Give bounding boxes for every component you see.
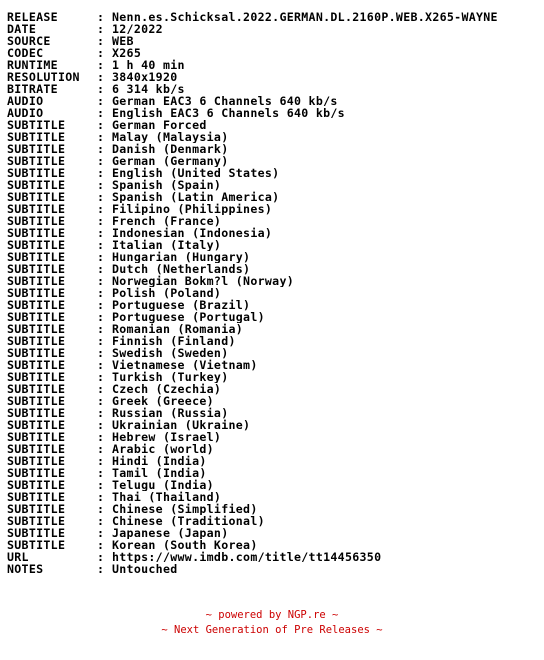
info-separator: :	[97, 106, 105, 120]
info-separator: :	[97, 466, 105, 480]
info-separator: :	[97, 418, 105, 432]
info-separator: :	[97, 226, 105, 240]
info-key: SUBTITLE	[7, 310, 66, 324]
info-row	[7, 263, 544, 275]
info-key: SUBTITLE	[7, 370, 66, 384]
info-value: Norwegian Bokm?l (Norway)	[112, 275, 295, 287]
info-value: Korean (South Korea)	[112, 539, 258, 551]
info-separator: :	[97, 34, 105, 48]
info-value: German (Germany)	[112, 155, 229, 167]
info-value: Ukrainian (Ukraine)	[112, 419, 251, 431]
info-row	[7, 359, 544, 371]
info-value: English EAC3 6 Channels 640 kb/s	[112, 107, 345, 119]
info-value: Nenn.es.Schicksal.2022.GERMAN.DL.2160P.WEB.X265-WAYNE	[112, 11, 498, 23]
info-value: 12/2022	[112, 23, 163, 35]
info-key: SUBTITLE	[7, 394, 66, 408]
info-separator: :	[97, 58, 105, 72]
info-key: SUBTITLE	[7, 286, 66, 300]
info-row	[7, 455, 544, 467]
info-row	[7, 395, 544, 407]
info-key: SUBTITLE	[7, 274, 66, 288]
info-row	[7, 335, 544, 347]
info-separator: :	[97, 190, 105, 204]
info-key: NOTES	[7, 562, 44, 575]
info-separator: :	[97, 178, 105, 192]
info-key: SUBTITLE	[7, 202, 66, 216]
info-value: Turkish (Turkey)	[112, 371, 229, 383]
info-key: SUBTITLE	[7, 142, 66, 156]
info-row	[7, 95, 544, 107]
info-key: SUBTITLE	[7, 262, 66, 276]
info-key: AUDIO	[7, 106, 44, 120]
info-row	[7, 383, 544, 395]
info-key: RUNTIME	[7, 58, 58, 72]
info-separator: :	[97, 334, 105, 348]
info-separator: :	[97, 70, 105, 84]
info-separator: :	[97, 130, 105, 144]
info-value: Finnish (Finland)	[112, 335, 236, 347]
info-key: CODEC	[7, 46, 44, 60]
info-separator: :	[97, 454, 105, 468]
info-row	[7, 47, 544, 59]
info-key: SUBTITLE	[7, 346, 66, 360]
info-key: SUBTITLE	[7, 238, 66, 252]
info-row	[7, 287, 544, 299]
info-key: SUBTITLE	[7, 166, 66, 180]
info-key: SUBTITLE	[7, 406, 66, 420]
info-row	[7, 299, 544, 311]
info-key: SUBTITLE	[7, 478, 66, 492]
info-value: Arabic (world)	[112, 443, 214, 455]
info-row	[7, 407, 544, 419]
info-key: URL	[7, 550, 29, 564]
info-key: SUBTITLE	[7, 514, 66, 528]
info-value: Greek (Greece)	[112, 395, 214, 407]
info-row	[7, 131, 544, 143]
info-row	[7, 515, 544, 527]
info-row	[7, 503, 544, 515]
info-row	[7, 539, 544, 551]
info-row	[7, 467, 544, 479]
info-value: WEB	[112, 35, 134, 47]
info-value: English (United States)	[112, 167, 280, 179]
info-key: SUBTITLE	[7, 334, 66, 348]
info-value: 1 h 40 min	[112, 59, 185, 71]
info-value: Chinese (Traditional)	[112, 515, 265, 527]
info-row	[7, 419, 544, 431]
info-separator: :	[97, 538, 105, 552]
info-value: 3840x1920	[112, 71, 178, 83]
info-value: Filipino (Philippines)	[112, 203, 273, 215]
info-value: X265	[112, 47, 142, 59]
info-row	[7, 167, 544, 179]
info-row	[7, 71, 544, 83]
info-key: SUBTITLE	[7, 130, 66, 144]
info-separator: :	[97, 550, 105, 564]
info-separator: :	[97, 274, 105, 288]
info-row	[7, 59, 544, 71]
info-separator: :	[97, 370, 105, 384]
info-value: Vietnamese (Vietnam)	[112, 359, 258, 371]
info-value[interactable]: https://www.imdb.com/title/tt14456350	[112, 551, 382, 563]
nfo-info-block	[7, 11, 544, 575]
info-key: BITRATE	[7, 82, 58, 96]
info-key: SOURCE	[7, 34, 51, 48]
info-value: Russian (Russia)	[112, 407, 229, 419]
info-value: Chinese (Simplified)	[112, 503, 258, 515]
info-separator: :	[97, 322, 105, 336]
info-row	[7, 527, 544, 539]
info-value: Portuguese (Portugal)	[112, 311, 265, 323]
info-row	[7, 371, 544, 383]
info-separator: :	[97, 406, 105, 420]
info-value: Czech (Czechia)	[112, 383, 222, 395]
info-row	[7, 191, 544, 203]
info-value: Italian (Italy)	[112, 239, 222, 251]
info-separator: :	[97, 382, 105, 396]
info-value: German Forced	[112, 119, 207, 131]
info-separator: :	[97, 166, 105, 180]
info-row	[7, 203, 544, 215]
info-key: SUBTITLE	[7, 538, 66, 552]
info-value: Polish (Poland)	[112, 287, 222, 299]
info-separator: :	[97, 46, 105, 60]
info-key: RELEASE	[7, 11, 58, 24]
info-row	[7, 551, 544, 563]
info-value: French (France)	[112, 215, 222, 227]
info-key: SUBTITLE	[7, 250, 66, 264]
info-row	[7, 23, 544, 35]
info-key: RESOLUTION	[7, 70, 80, 84]
info-separator: :	[97, 238, 105, 252]
info-separator: :	[97, 82, 105, 96]
info-row	[7, 239, 544, 251]
info-separator: :	[97, 394, 105, 408]
info-value: Thai (Thailand)	[112, 491, 222, 503]
info-value: Malay (Malaysia)	[112, 131, 229, 143]
info-key: SUBTITLE	[7, 490, 66, 504]
info-value: Spanish (Spain)	[112, 179, 222, 191]
info-separator: :	[97, 118, 105, 132]
info-row	[7, 563, 544, 575]
info-key: SUBTITLE	[7, 214, 66, 228]
info-separator: :	[97, 442, 105, 456]
info-row	[7, 155, 544, 167]
info-value: Hebrew (Israel)	[112, 431, 222, 443]
info-row	[7, 119, 544, 131]
info-separator: :	[97, 142, 105, 156]
info-value: Tamil (India)	[112, 467, 207, 479]
info-value: Japanese (Japan)	[112, 527, 229, 539]
info-separator: :	[97, 11, 105, 24]
info-row	[7, 251, 544, 263]
info-separator: :	[97, 526, 105, 540]
info-value: 6 314 kb/s	[112, 83, 185, 95]
info-row	[7, 35, 544, 47]
info-key: AUDIO	[7, 94, 44, 108]
info-row	[7, 83, 544, 95]
info-separator: :	[97, 490, 105, 504]
info-key: SUBTITLE	[7, 322, 66, 336]
info-key: SUBTITLE	[7, 382, 66, 396]
info-separator: :	[97, 430, 105, 444]
info-row	[7, 275, 544, 287]
info-key: SUBTITLE	[7, 466, 66, 480]
info-value: Spanish (Latin America)	[112, 191, 280, 203]
info-row	[7, 215, 544, 227]
info-key: SUBTITLE	[7, 454, 66, 468]
footer-tagline: ~ Next Generation of Pre Releases ~	[161, 624, 383, 636]
info-key: SUBTITLE	[7, 358, 66, 372]
info-row	[7, 107, 544, 119]
info-separator: :	[97, 478, 105, 492]
info-value: Danish (Denmark)	[112, 143, 229, 155]
info-separator: :	[97, 22, 105, 36]
info-separator: :	[97, 358, 105, 372]
info-separator: :	[97, 562, 105, 575]
info-key: SUBTITLE	[7, 442, 66, 456]
info-value: Untouched	[112, 563, 178, 575]
info-row	[7, 443, 544, 455]
info-key: SUBTITLE	[7, 502, 66, 516]
info-separator: :	[97, 154, 105, 168]
info-key: DATE	[7, 22, 37, 36]
footer-powered-by: ~ powered by NGP.re ~	[205, 609, 339, 621]
info-separator: :	[97, 502, 105, 516]
info-row	[7, 143, 544, 155]
info-key: SUBTITLE	[7, 418, 66, 432]
info-key: SUBTITLE	[7, 526, 66, 540]
info-value: Hindi (India)	[112, 455, 207, 467]
info-separator: :	[97, 286, 105, 300]
info-row	[7, 491, 544, 503]
info-key: SUBTITLE	[7, 178, 66, 192]
info-row	[7, 347, 544, 359]
info-row	[7, 227, 544, 239]
info-key: SUBTITLE	[7, 298, 66, 312]
info-row	[7, 479, 544, 491]
info-value: German EAC3 6 Channels 640 kb/s	[112, 95, 338, 107]
info-separator: :	[97, 514, 105, 528]
info-key: SUBTITLE	[7, 226, 66, 240]
info-separator: :	[97, 346, 105, 360]
info-separator: :	[97, 298, 105, 312]
info-row	[7, 311, 544, 323]
info-row	[7, 11, 544, 23]
info-value: Hungarian (Hungary)	[112, 251, 251, 263]
info-key: SUBTITLE	[7, 190, 66, 204]
info-separator: :	[97, 262, 105, 276]
info-row	[7, 323, 544, 335]
info-key: SUBTITLE	[7, 430, 66, 444]
info-row	[7, 431, 544, 443]
info-separator: :	[97, 214, 105, 228]
info-separator: :	[97, 250, 105, 264]
info-value: Swedish (Sweden)	[112, 347, 229, 359]
info-separator: :	[97, 94, 105, 108]
info-row	[7, 179, 544, 191]
info-separator: :	[97, 202, 105, 216]
info-separator: :	[97, 310, 105, 324]
info-value: Portuguese (Brazil)	[112, 299, 251, 311]
info-value: Telugu (India)	[112, 479, 214, 491]
info-key: SUBTITLE	[7, 154, 66, 168]
info-value: Indonesian (Indonesia)	[112, 227, 273, 239]
info-key: SUBTITLE	[7, 118, 66, 132]
info-value: Romanian (Romania)	[112, 323, 244, 335]
info-value: Dutch (Netherlands)	[112, 263, 251, 275]
